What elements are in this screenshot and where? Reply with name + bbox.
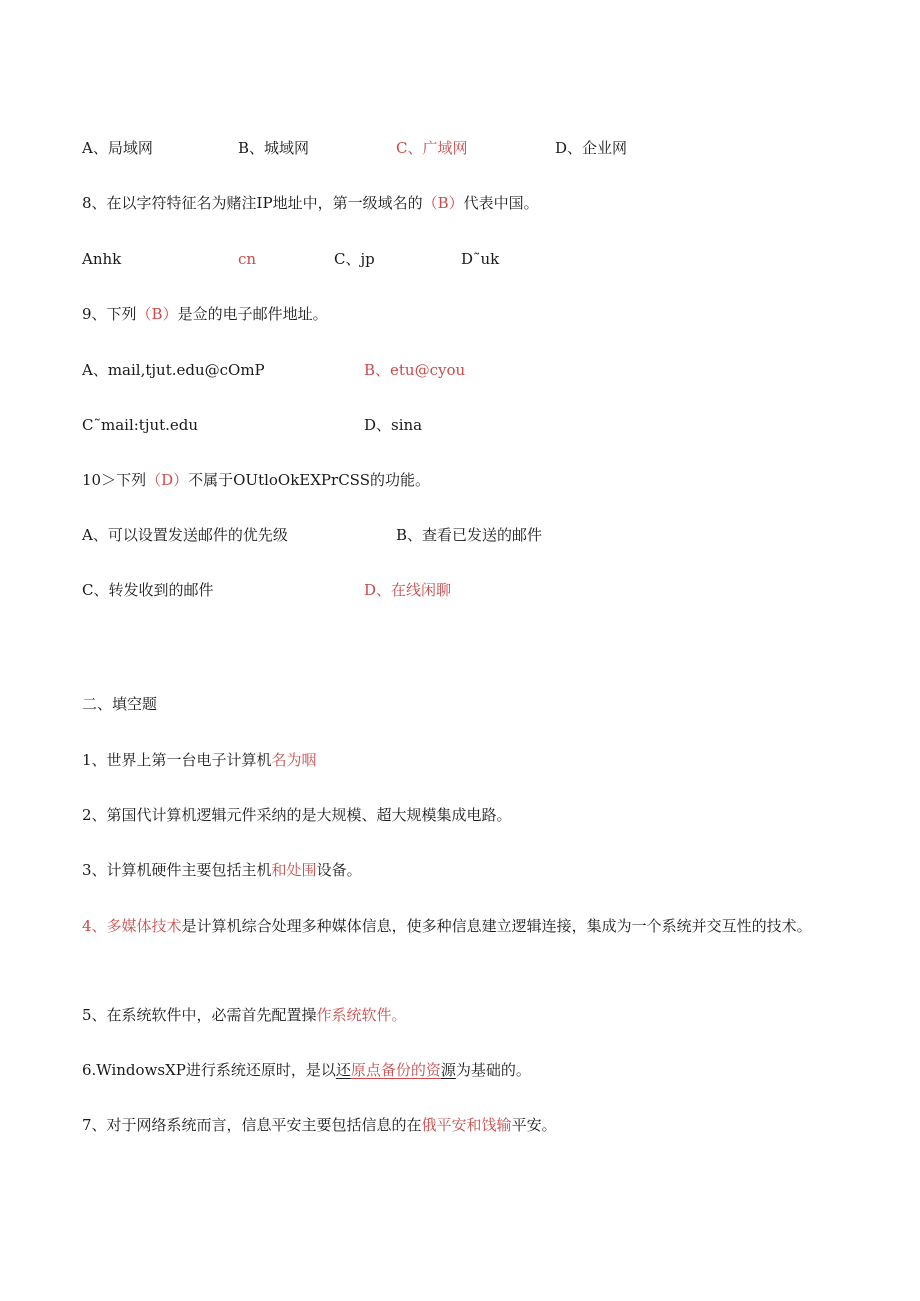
fill-6-underline-start: 还	[335, 1061, 351, 1079]
fill-item-6	[82, 1060, 531, 1080]
q8-option-c: C、jp	[334, 250, 375, 268]
fill-4-text: 是计算机综合处理多种媒体信息，使多种信息建立逻辑连接，集成为一个系统并交互性的技术。	[181, 917, 812, 935]
fill-item-4	[82, 911, 832, 941]
q8-stem-pre: 8、在以字符特征名为赌注IP地址中，第一级域名的	[82, 194, 423, 212]
fill-1-text: 1、世界上第一台电子计算机	[82, 751, 272, 769]
q8-option-b: cn	[238, 250, 257, 268]
q9-answer: （B）	[136, 305, 178, 323]
fill-4-answer: 多媒体技术	[106, 917, 182, 935]
q10-stem-pre: 10＞下列	[82, 471, 147, 489]
q10-option-a: A、可以设置发送邮件的优先级	[82, 526, 288, 544]
q8-option-a: Anhk	[82, 250, 122, 268]
q8-answer: （B）	[422, 194, 464, 212]
fill-3-text: 3、计算机硬件主要包括主机	[82, 861, 272, 879]
q10-stem	[82, 470, 430, 490]
q7-option-b: B、城域网	[238, 139, 310, 157]
q10-option-c: C、转发收到的邮件	[82, 581, 214, 599]
fill-3-text-post: 设备。	[316, 861, 362, 879]
fill-5-answer: 作系统软件。	[316, 1006, 407, 1024]
section-title: 二、填空题	[82, 695, 158, 713]
q10-option-d: D、在线闲聊	[364, 581, 452, 599]
q7-option-d: D、企业网	[555, 139, 628, 157]
q7-option-c: C、广域网	[396, 139, 468, 157]
q8-stem	[82, 193, 539, 213]
fill-5-text: 5、在系统软件中，必需首先配置操	[82, 1006, 317, 1024]
q9-option-b: B、etu@cyou	[364, 361, 466, 379]
fill-6-underline-end: 源	[440, 1061, 456, 1079]
fill-item-1	[82, 750, 317, 770]
fill-1-answer: 名为咽	[271, 751, 317, 769]
fill-item-3	[82, 860, 362, 880]
fill-item-5	[82, 1005, 407, 1025]
fill-item-7	[82, 1115, 557, 1135]
q9-option-d: D、sina	[364, 416, 423, 434]
q9-stem-post: 是佥的电子邮件地址。	[177, 305, 328, 323]
q10-option-b: B、查看已发送的邮件	[396, 526, 543, 544]
q8-stem-post: 代表中国。	[463, 194, 539, 212]
fill-6-text: 6.WindowsXP进行系统还原时，是以	[82, 1061, 336, 1079]
q9-stem-pre: 9、下列	[82, 305, 137, 323]
q10-answer: （D）	[146, 471, 189, 489]
fill-6-answer: 原点备份的资	[350, 1061, 441, 1079]
q9-stem	[82, 304, 328, 324]
fill-7-text: 7、对于网络系统而言，信息平安主要包括信息的在	[82, 1116, 422, 1134]
fill-4-number: 4、	[82, 917, 107, 935]
fill-7-answer: 俄平安和饯输	[421, 1116, 512, 1134]
fill-item-2: 2、第国代计算机逻辑元件采纳的是大规模、超大规模集成电路。	[82, 806, 512, 824]
fill-6-text-post: 为基础的。	[455, 1061, 531, 1079]
fill-3-answer: 和处围	[271, 861, 317, 879]
q9-option-a: A、mail,tjut.edu@cOmP	[82, 361, 265, 379]
q9-option-c: C˜mail:tjut.edu	[82, 416, 199, 434]
q10-stem-post: 不属于OUtloOkEXPrCSS的功能。	[188, 471, 430, 489]
fill-7-text-post: 平安。	[511, 1116, 557, 1134]
q7-option-a: A、局域网	[82, 139, 153, 157]
q8-option-d: D˜uk	[461, 250, 500, 268]
